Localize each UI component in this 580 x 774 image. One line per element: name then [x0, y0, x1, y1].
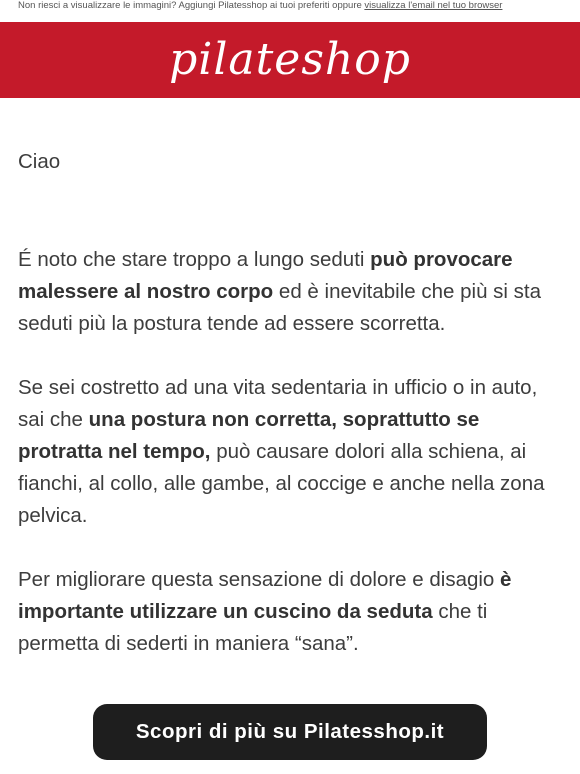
discover-pilatesshop-button[interactable]: Scopri di più su Pilatesshop.it — [93, 704, 487, 760]
header-banner — [0, 22, 580, 98]
paragraph-1 — [18, 244, 568, 340]
paragraph-3 — [18, 564, 568, 660]
paragraph-2-text-c: può causare dolori alla schiena, ai fianchi, al collo, alle gambe, al coccige e anche nella zona pelvica. — [18, 440, 545, 527]
paragraph-3-bold: è importante utilizzare un cuscino da seduta — [18, 568, 512, 623]
paragraph-1-text-a: É noto che stare troppo a lungo seduti — [18, 248, 371, 271]
paragraph-3-text-c: che ti permetta di sederti in maniera “sana”. — [18, 600, 488, 655]
preheader — [0, 0, 580, 22]
paragraph-3-text-a: Per migliorare questa sensazione di dolore e disagio — [18, 568, 501, 591]
paragraph-1-bold: può provocare malessere al nostro corpo — [18, 248, 513, 303]
greeting: Ciao — [18, 150, 61, 173]
email-body — [18, 146, 568, 660]
paragraph-2-bold: una postura non corretta, soprattutto se protratta nel tempo, — [18, 408, 480, 463]
pilateshop-logo[interactable]: pilateshop — [169, 34, 411, 85]
paragraph-2-text-a: Se sei costretto ad una vita sedentaria in ufficio o in auto, sai che — [18, 376, 538, 431]
paragraph-2 — [18, 372, 568, 532]
view-in-browser-link[interactable]: visualizza l'email nel tuo browser — [364, 0, 503, 11]
cta-container — [0, 704, 580, 760]
paragraph-1-text-c: ed è inevitabile che più si sta seduti più la postura tende ad essere scorretta. — [18, 280, 542, 335]
preheader-text: Non riesci a visualizzare le immagini? Aggiungi Pilatesshop ai tuoi preferiti oppure — [18, 0, 365, 11]
